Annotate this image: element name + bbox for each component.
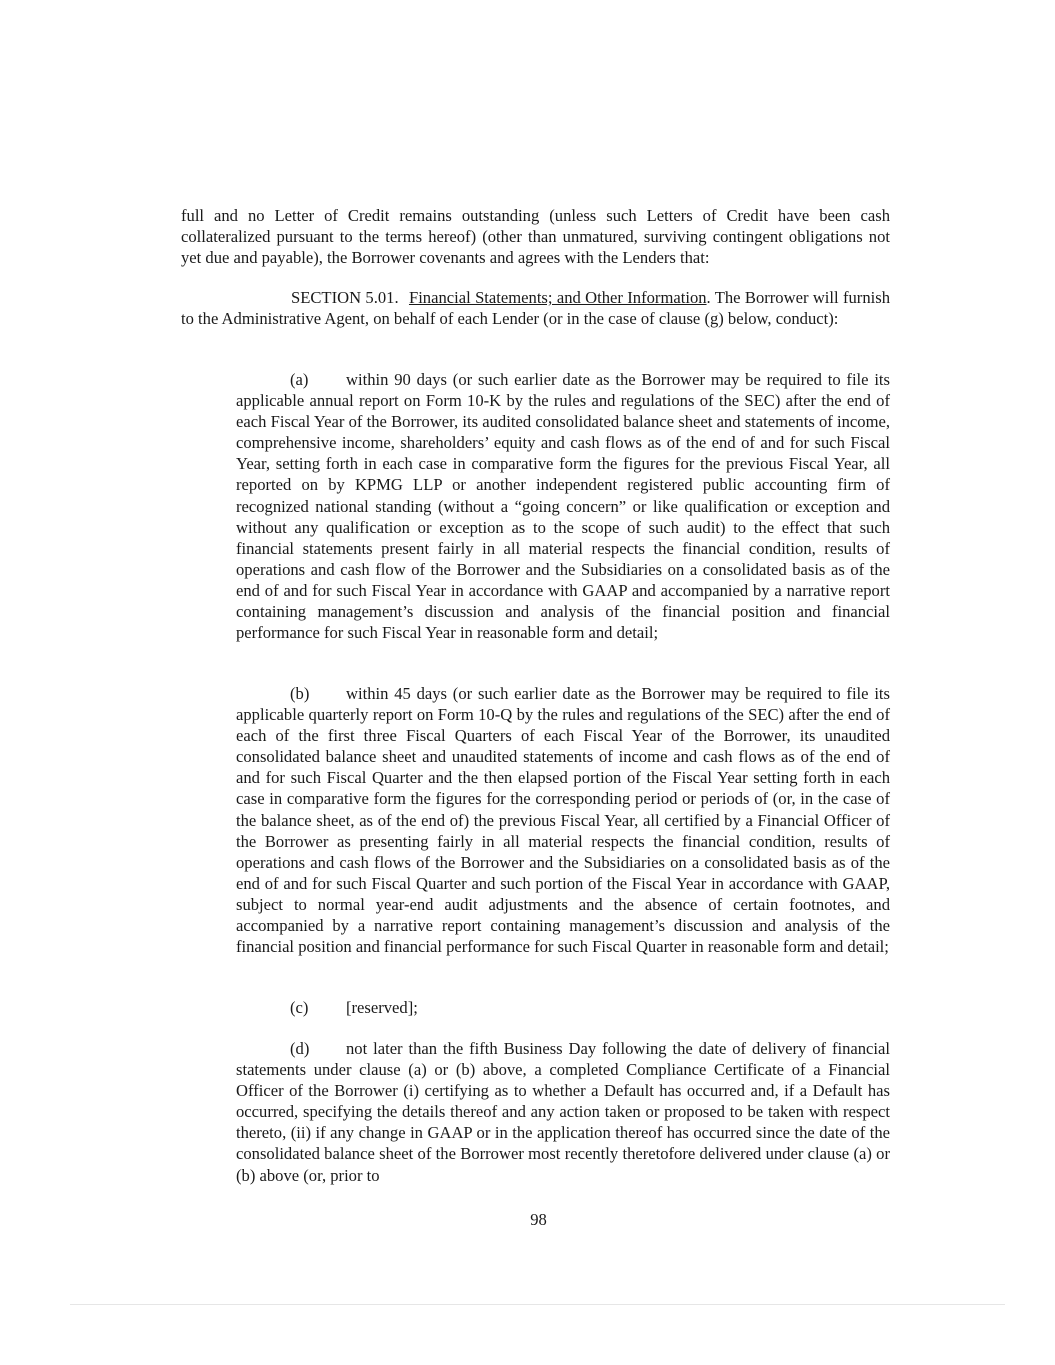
clause-c <box>236 997 890 1018</box>
clause-marker: (b) <box>290 684 310 703</box>
clause-d <box>236 1038 890 1186</box>
lead-paragraph: full and no Letter of Credit remains outstanding (unless such Letters of Credit have been cash collateralized pursuant to the terms hereof) (other than unmatured, surviving contingent obligations not yet due and payable), the Borrower covenants and agrees with the Lenders that: <box>181 206 890 268</box>
clause-text: within 90 days (or such earlier date as the Borrower may be required to file its applicable annual report on Form 10-K by the rules and regulations of the SEC) after the end of each Fiscal Year of the Borrower, its audited consolidated balance sheet and statements of income, comprehensive income, shareholders’ equity and cash flows as of the end of and for such Fiscal Year, setting forth in each case in comparative form the figures for the previous Fiscal Year, all reported on by KPMG LLP or another independent registered public accounting firm of recognized national standing (without a “going concern” or like qualification or exception and without any qualification or exception as to the scope of such audit) to the effect that such financial statements present fairly in all material respects the financial condition, results of operations and cash flow of the Borrower and the Subsidiaries on a consolidated basis as of the end of and for such Fiscal Year in accordance with GAAP and accompanied by a narrative report containing management’s discussion and analysis of the financial position and financial performance for such Fiscal Year in reasonable form and detail; <box>236 370 890 643</box>
clause-marker: (c) <box>290 998 309 1017</box>
clause-marker: (d) <box>290 1039 310 1058</box>
clause-text: within 45 days (or such earlier date as the Borrower may be required to file its applicable quarterly report on Form 10-Q by the rules and regulations of the SEC) after the end of each of the first three Fiscal Quarters of each Fiscal Year of the Borrower, its unaudited consolidated balance sheet and unaudited statements of income and cash flows as of the end of and for such Fiscal Quarter and the then elapsed portion of the Fiscal Year setting forth in each case in comparative form the figures for the corresponding period or periods of (or, in the case of the balance sheet, as of the end of) the previous Fiscal Year, all certified by a Financial Officer of the Borrower as presenting fairly in all material respects the financial condition, results of operations and cash flows of the Borrower and the Subsidiaries on a consolidated basis as of the end of and for such Fiscal Quarter and such portion of the Fiscal Year in accordance with GAAP, subject to normal year-end audit adjustments and the absence of certain footnotes, and accompanied by a narrative report containing management’s discussion and analysis of the financial position and financial performance for such Fiscal Quarter in reasonable form and detail; <box>236 684 890 957</box>
clause-a <box>236 369 890 643</box>
section-title: Financial Statements; and Other Information <box>408 288 707 307</box>
clause-text: not later than the fifth Business Day following the date of delivery of financial statements under clause (a) or (b) above, a completed Compliance Certificate of a Financial Officer of the Borrower (i) certifying as to whether a Default has occurred and, if a Default has occurred, specifying the details thereof and any action taken or proposed to be taken with respect thereto, (ii) if any change in GAAP or in the application thereof has occurred since the date of the consolidated balance sheet of the Borrower most recently theretofore delivered under clause (a) or (b) above (or, prior to <box>236 1039 890 1185</box>
section-text: . The Borrower will furnish to the Administrative Agent, on behalf of each Lender (or in the case of clause (g) below, conduct): <box>181 288 890 329</box>
section-number: SECTION 5.01. <box>291 288 399 307</box>
section-5-01-paragraph <box>181 287 890 329</box>
page-number: 98 <box>530 1210 547 1229</box>
clause-b <box>236 683 890 957</box>
clause-text: [reserved]; <box>346 998 418 1017</box>
clause-marker: (a) <box>290 370 309 389</box>
page-bottom-divider <box>70 1304 1005 1305</box>
